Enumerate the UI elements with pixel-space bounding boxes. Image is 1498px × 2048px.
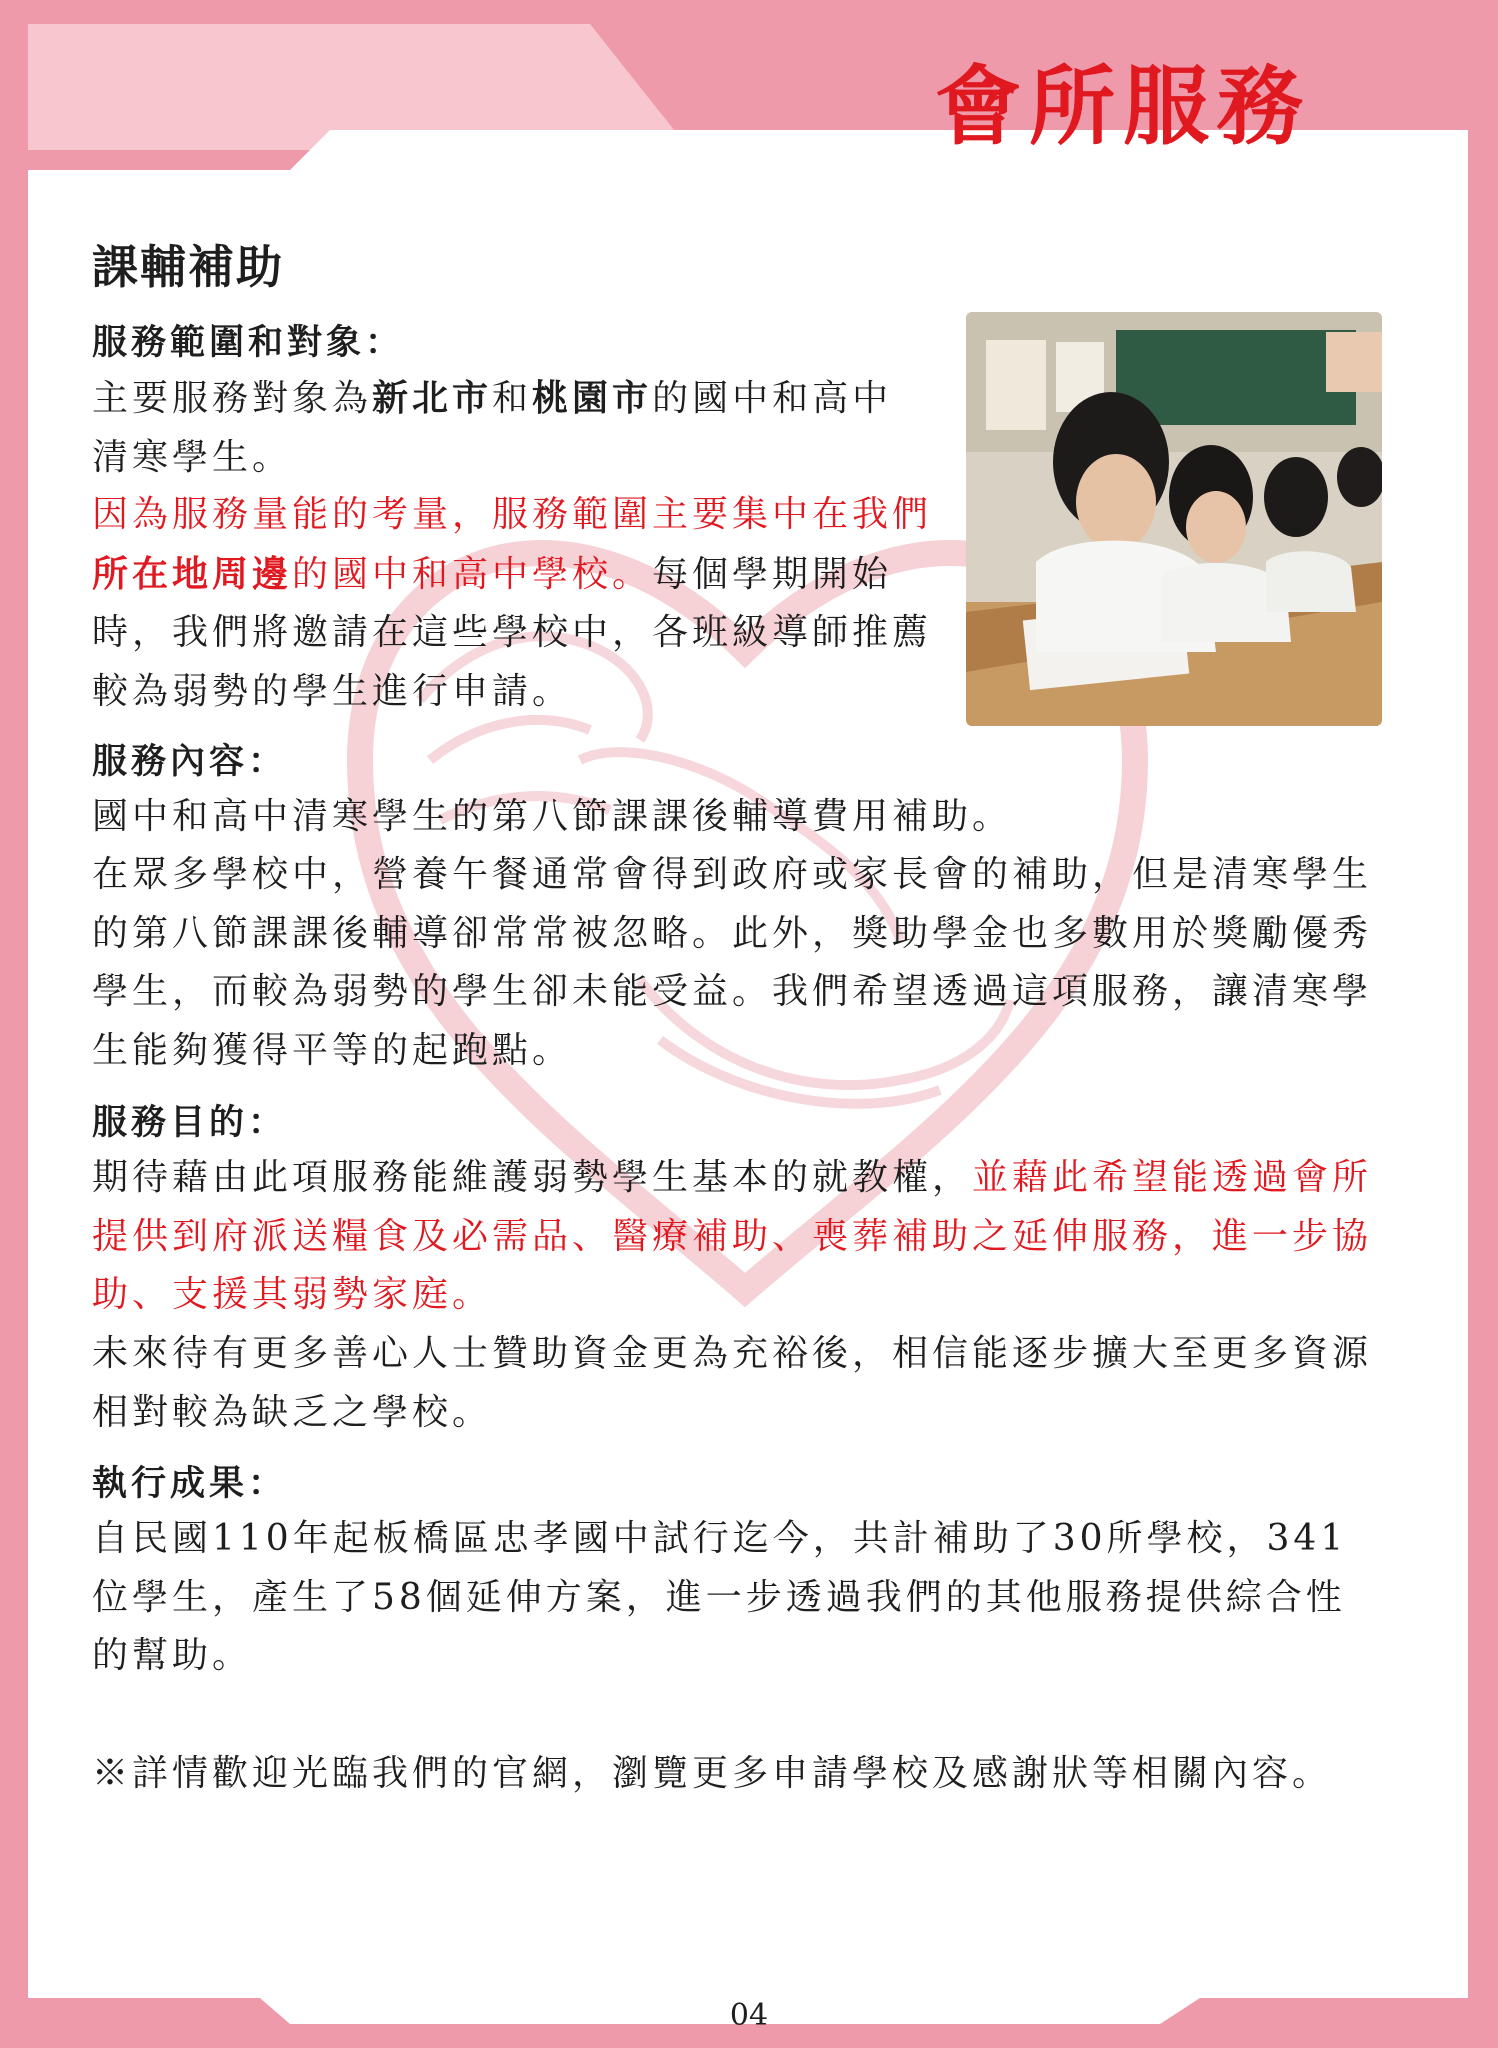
results-paragraph: 自民國110年起板橋區忠孝國中試行迄今，共計補助了30所學校，341位學生，產生了58個延伸方案，進一步透過我們的其他服務提供綜合性的幫助。 — [92, 1518, 1348, 1676]
scope-paragraph-2: 因為服務量能的考量，服務範圍主要集中在我們所在地周邊的國中和高中學校。每個學期開始時，我們將邀請在這些學校中，各班級導師推薦較為弱勢的學生進行申請。 — [92, 494, 933, 712]
website-note: ※詳情歡迎光臨我們的官網，瀏覽更多申請學校及感謝狀等相關內容。 — [92, 1753, 1333, 1794]
purpose-heading: 服務目的： — [92, 1103, 288, 1143]
page-title: 會所服務 — [935, 56, 1311, 157]
scope-heading: 服務範圍和對象： — [92, 323, 405, 363]
purpose-paragraph-1: 期待藉由此項服務能維護弱勢學生基本的就教權，並藉此希望能透過會所提供到府派送糧食及必需品、醫療補助、喪葬補助之延伸服務，進一步協助、支援其弱勢家庭。 — [92, 1157, 1373, 1315]
scope-paragraph-1: 主要服務對象為新北市和桃園市的國中和高中清寒學生。 — [92, 377, 893, 478]
content-paragraph-1: 國中和高中清寒學生的第八節課課後輔導費用補助。 — [92, 796, 1013, 837]
classroom-photo — [966, 312, 1382, 726]
results-heading: 執行成果： — [92, 1464, 288, 1504]
content-heading: 服務內容： — [92, 742, 288, 782]
section-title: 課輔補助 — [92, 240, 284, 294]
content-paragraph-2: 在眾多學校中，營養午餐通常會得到政府或家長會的補助，但是清寒學生的第八節課課後輔導卻常常被忽略。此外，獎助學金也多數用於獎勵優秀學生，而較為弱勢的學生卻未能受益。我們希望透過這項服務，讓清寒學生能夠獲得平等的起跑點。 — [92, 854, 1373, 1071]
purpose-paragraph-2: 未來待有更多善心人士贊助資金更為充裕後，相信能逐步擴大至更多資源相對較為缺乏之學校。 — [92, 1333, 1373, 1433]
page-number: 04 — [729, 1998, 769, 2033]
